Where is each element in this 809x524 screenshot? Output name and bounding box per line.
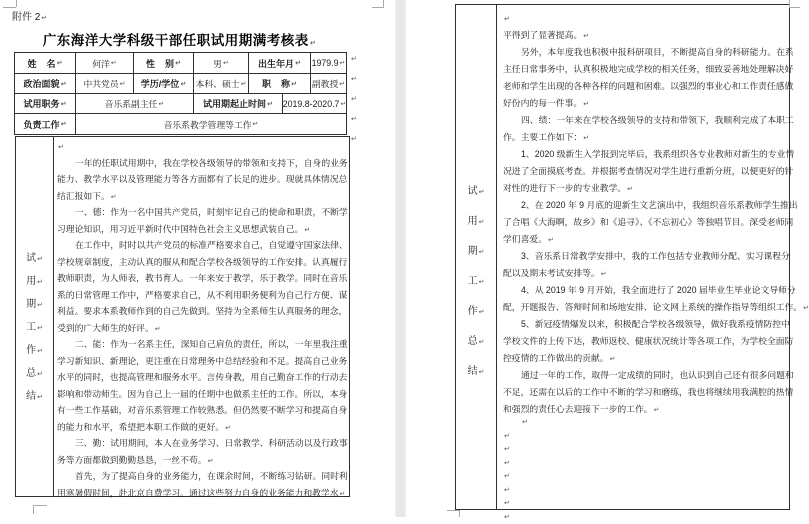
summary-line: 用寒暑假时间，赴北京自费学习。通过这些努力自身的业务能力和教学水↵ [57, 487, 346, 498]
summary-line: 二、能：作为一名系主任，深知自己肩负的责任，所以，一年里我注重 [75, 339, 348, 349]
section-label-char: 用↵ [26, 276, 43, 287]
section-label-char: 作↵ [26, 345, 43, 356]
value-name: 何洋 ↵ [76, 53, 134, 74]
summary-line: 配以及期末考试安排等。↵ [503, 268, 607, 278]
summary-line: 一年的任职试用期中，我在学校各级领导的带领和支持下，自身的业务 [75, 157, 348, 168]
margin-paragraph-mark [350, 90, 357, 110]
pilcrow-mark: ↵ [504, 432, 510, 440]
summary-line: 利益。要求本系教师作到的自己先做到。坚持为全系师生认真服务的理念， [57, 306, 348, 316]
pilcrow-mark: ↵ [583, 135, 590, 142]
section-label-char: 总↵ [467, 336, 485, 347]
pilcrow-mark: ↵ [110, 60, 117, 67]
value-education: 本科、硕士 ↵ [194, 74, 249, 94]
pilcrow-mark: ↵ [803, 305, 809, 312]
pilcrow-mark: ↵ [504, 513, 510, 521]
corner-mark [789, 7, 800, 8]
pilcrow-mark: ↵ [339, 80, 346, 88]
corner-mark [383, 0, 384, 7]
summary-line: 况进了全面摸底考查。并根据考查情况对学生进行重新分班，以便更好的针 [503, 166, 794, 176]
pilcrow-mark: ↵ [478, 279, 485, 286]
summary-line [57, 138, 348, 155]
value-gender: 男 ↵ [194, 53, 249, 74]
empty-paragraph-mark [503, 469, 528, 483]
pilcrow-mark: ↵ [60, 80, 67, 88]
pilcrow-mark: ↵ [653, 407, 660, 414]
corner-mark [372, 7, 384, 8]
summary-line: 务等方面都做到勤勤恳恳，一丝不苟。↵ [57, 454, 214, 465]
summary-line: 三、勤：试用期间，本人在业务学习、日常教学、科研活动以及行政事 [75, 438, 348, 448]
summary-text-page2 [503, 10, 809, 418]
pilcrow-mark: ↵ [583, 101, 590, 108]
summary-line: 2、在 2020 年 9 月底的迎新生文艺演出中，我组织音乐系教师学生推出 [521, 200, 798, 210]
label-probation-post: 试用职务 ↵ [15, 94, 76, 114]
summary-line: 学们喜爱。↵ [503, 234, 554, 244]
section-label-char: 试↵ [467, 186, 485, 197]
empty-paragraph-mark [503, 483, 528, 497]
section-label-vertical-2 [456, 177, 496, 387]
page-gap [395, 0, 406, 517]
value-politics: 中共党员 ↵ [76, 74, 134, 94]
pilcrow-mark: ↵ [522, 419, 528, 426]
summary-line: 在工作中，时时以共产党员的标准严格要求自己，自觉遵守国家法律、 [75, 240, 348, 250]
summary-line: 四、绩：一年来在学校各级领导的支持和带领下，我顺利完成了本职工 [521, 115, 794, 125]
summary-line: 系的日常管理工作中，严格要求自己，从不利用职务便利为自己行方便、谋 [57, 289, 348, 300]
label-education: 学历/学位 ↵ [134, 74, 194, 94]
pilcrow-mark: ↵ [175, 60, 181, 67]
summary-line: 控疫情的工作做出的贡献。↵ [503, 353, 616, 363]
pilcrow-mark: ↵ [37, 256, 43, 263]
empty-paragraph-mark [503, 496, 528, 510]
pilcrow-mark: ↵ [37, 371, 43, 378]
corner-mark [3, 7, 16, 8]
value-title: 副教授 ↵ [311, 74, 346, 94]
summary-text-page1 [57, 138, 348, 501]
margin-marks [350, 50, 357, 150]
summary-line: 受到的广大师生的好评。↵ [57, 322, 161, 333]
summary-line: 了合唱《大海啊，故乡》和《追寻》、《不忘初心》等独唱节目。深受老师同 [503, 217, 794, 227]
pilcrow-mark: ↵ [627, 186, 634, 193]
attachment-label: 附件 2↵ [12, 12, 48, 23]
pilcrow-mark: ↵ [154, 325, 161, 333]
pilcrow-mark: ↵ [504, 16, 510, 23]
summary-line: 能力、教学水平以及管理能力等各方面都有了长足的进步。现就具体情况总 [57, 174, 348, 184]
summary-table-page2 [455, 4, 809, 521]
label-birth: 出生年月 ↵ [249, 53, 311, 74]
page-title: 广东海洋大学科级干部任职试用期满考核表↵ [42, 33, 317, 48]
pilcrow-mark: ↵ [304, 226, 311, 234]
summary-line: 和强烈的责任心去迎接下一步的工作。↵ [503, 404, 660, 414]
pilcrow-mark: ↵ [37, 325, 43, 332]
info-table [14, 52, 347, 135]
pilcrow-mark: ↵ [351, 136, 357, 143]
label-name: 姓 名 ↵ [15, 53, 76, 74]
empty-paragraph-mark [503, 442, 528, 456]
empty-paragraph-marks [503, 415, 528, 523]
pilcrow-mark: ↵ [37, 279, 43, 286]
pilcrow-mark: ↵ [240, 80, 247, 88]
pilcrow-mark: ↵ [56, 60, 63, 67]
pilcrow-mark: ↵ [478, 309, 485, 316]
pilcrow-mark: ↵ [548, 237, 554, 244]
pilcrow-mark: ↵ [37, 348, 43, 355]
summary-line: 教师职责，为人师表，教书育人。一年来安于教学，乐于教学。同时在音乐 [57, 273, 348, 283]
pilcrow-mark: ↵ [478, 189, 485, 196]
pilcrow-mark: ↵ [504, 459, 510, 467]
empty-paragraph-mark [503, 456, 528, 470]
empty-paragraph-mark [503, 429, 528, 443]
summary-line: 1、2020 级新生入学报到完毕后，我系组织各专业教师对新生的专业情 [521, 149, 795, 159]
summary-line: 5、新冠疫情爆发以来，积极配合学校各级领导，做好我系疫情防控中 [521, 319, 790, 329]
pilcrow-mark: ↵ [583, 33, 590, 40]
corner-mark [16, 0, 17, 7]
label-title: 职 称 ↵ [249, 74, 311, 94]
summary-line: 作。主要工作如下：↵ [503, 132, 590, 142]
label-probation-period: 试用期起止时间 ↵ [194, 94, 283, 114]
summary-line: 不足，还需在以后的工作中不断的学习和磨练，我也将继续用我满腔的热情 [503, 387, 794, 397]
empty-paragraph-mark [503, 415, 528, 429]
pilcrow-mark: ↵ [478, 369, 485, 376]
summary-line: 的能力和水平，希望把本职工作做的更好。↵ [57, 421, 232, 432]
margin-paragraph-mark [350, 50, 357, 70]
summary-line: 配，开题报告、答辩时间和场地安排、论文网上系统的操作指导等组织工作。↵ [503, 302, 809, 312]
label-gender: 性 别 ↵ [134, 53, 194, 74]
section-label-char: 作↵ [467, 306, 485, 317]
pilcrow-mark: ↵ [60, 121, 67, 128]
summary-line: 学校文件的上传下达，教师返校、健康状况统计等各项工作，为学校全面防 [503, 336, 794, 346]
summary-line: 结汇报如下。↵ [57, 190, 117, 201]
label-politics: 政治面貌 ↵ [15, 74, 76, 94]
pilcrow-mark: ↵ [207, 457, 214, 465]
label-duty: 负责工作 ↵ [15, 114, 76, 134]
pilcrow-mark: ↵ [180, 80, 187, 88]
summary-line: 主任日常事务中，认真积极地完成学校的相关任务，细致妥善地处理解决好 [503, 64, 794, 74]
summary-line: 学习新知识、新理论，更注重在日常理务中总结经验和不足。提高自己业务 [57, 355, 348, 366]
pilcrow-mark: ↵ [351, 76, 357, 83]
pilcrow-mark: ↵ [37, 394, 43, 401]
summary-table-page1 [15, 136, 350, 497]
pilcrow-mark: ↵ [58, 144, 64, 151]
pilcrow-mark: ↵ [60, 100, 67, 108]
section-label-char: 试↵ [26, 253, 43, 264]
margin-paragraph-mark [350, 70, 357, 90]
margin-paragraph-mark [350, 110, 357, 130]
pilcrow-mark: ↵ [225, 424, 232, 432]
summary-line: 另外，本年度我也积极申报科研项目，不断提高自身的科研能力。在系 [521, 47, 794, 57]
pilcrow-mark: ↵ [295, 60, 301, 67]
section-label-char: 结↵ [467, 366, 485, 377]
pilcrow-mark: ↵ [351, 116, 357, 123]
pilcrow-mark: ↵ [252, 121, 259, 128]
summary-line: 有一些工作基础，对音乐系管理工作较熟悉。但仍然要不断学习和提高自身 [57, 405, 348, 415]
pilcrow-mark: ↵ [351, 56, 357, 63]
pilcrow-mark: ↵ [291, 80, 297, 88]
section-label-char: 结↵ [26, 391, 43, 402]
summary-line: 对性的进行下一步的专业教学。↵ [503, 183, 634, 193]
pilcrow-mark: ↵ [504, 500, 510, 507]
summary-line: 影响和带动师生。因为自己上一届的任期中也做系主任的工作。所以，本身 [57, 388, 348, 399]
pilcrow-mark: ↵ [478, 339, 485, 346]
summary-line: 平得到了显著提高。↵ [503, 30, 590, 40]
section-label-char: 工↵ [26, 322, 43, 333]
pilcrow-mark: ↵ [504, 446, 510, 453]
pilcrow-mark: ↵ [222, 60, 229, 67]
summary-header-column [16, 137, 54, 496]
section-label-char: 总↵ [26, 368, 43, 379]
summary-line: 4、从 2019 年 9 月开始，我全面进行了 2020 届毕业生毕业论文导师分 [521, 285, 796, 295]
summary-line: 通过一年的工作，取得一定成绩的同时，也认识到自己还有很多问题和 [521, 370, 794, 380]
pilcrow-mark: ↵ [309, 40, 317, 47]
section-label-char: 期↵ [467, 246, 485, 257]
pilcrow-mark: ↵ [478, 219, 485, 226]
pilcrow-mark: ↵ [158, 100, 165, 108]
pilcrow-mark: ↵ [609, 356, 616, 363]
pilcrow-mark: ↵ [339, 60, 346, 67]
pilcrow-mark: ↵ [504, 486, 510, 494]
pilcrow-mark: ↵ [340, 100, 347, 108]
summary-header-column-2 [456, 5, 497, 509]
pilcrow-mark: ↵ [600, 271, 607, 278]
pilcrow-mark: ↵ [119, 80, 126, 88]
corner-mark [33, 505, 47, 506]
section-label-vertical [16, 247, 53, 408]
pilcrow-mark: ↵ [267, 100, 273, 108]
summary-line: 好份内的每一件事。↵ [503, 98, 590, 108]
section-label-char: 期↵ [26, 299, 43, 310]
pilcrow-mark: ↵ [41, 15, 48, 22]
value-probation-post: 音乐系副主任 ↵ [76, 94, 194, 114]
section-label-char: 用↵ [467, 216, 485, 227]
summary-line: 学校规章制度，主动认真的服从和配合学校各级领导的工作安排。认真履行 [57, 256, 348, 267]
pilcrow-mark: ↵ [351, 96, 357, 103]
summary-line: 老师和学生出现的各种各样的问题和困难。以强烈的事业心和工作责任感做 [503, 81, 794, 91]
summary-line: 3、音乐系日常教学安排中，我的工作包括专业教师分配、实习课程分 [521, 251, 790, 261]
summary-line: 习理论知识，用习近平新时代中国特色社会主义思想武装自己。↵ [57, 223, 311, 234]
pilcrow-mark: ↵ [110, 193, 117, 201]
corner-mark [789, 0, 790, 7]
empty-paragraph-mark [503, 510, 528, 524]
section-label-char: 工↵ [467, 276, 485, 287]
corner-mark [459, 510, 460, 517]
value-birth: 1979.9 ↵ [311, 53, 346, 74]
summary-line [503, 10, 809, 27]
pilcrow-mark: ↵ [478, 249, 485, 256]
margin-paragraph-mark [350, 130, 357, 150]
pilcrow-mark: ↵ [504, 473, 510, 480]
summary-line: 水平的同时，也提高管理和服务水平。言传身教，用自己勤奋工作的行动去 [57, 372, 348, 382]
summary-line: 首先，为了提高自身的业务能力，在课余时间，不断练习钻研。同时利 [75, 471, 348, 481]
pilcrow-mark: ↵ [339, 490, 346, 498]
value-probation-period: 2019.8-2020.7 ↵ [283, 94, 346, 114]
summary-line: 一、德：作为一名中国共产党员，时刻牢记自己的使命和职责，不断学 [75, 207, 348, 217]
pilcrow-mark: ↵ [37, 302, 43, 309]
corner-mark [33, 505, 34, 514]
value-duty: 音乐系教学管理等工作 ↵ [163, 119, 259, 130]
